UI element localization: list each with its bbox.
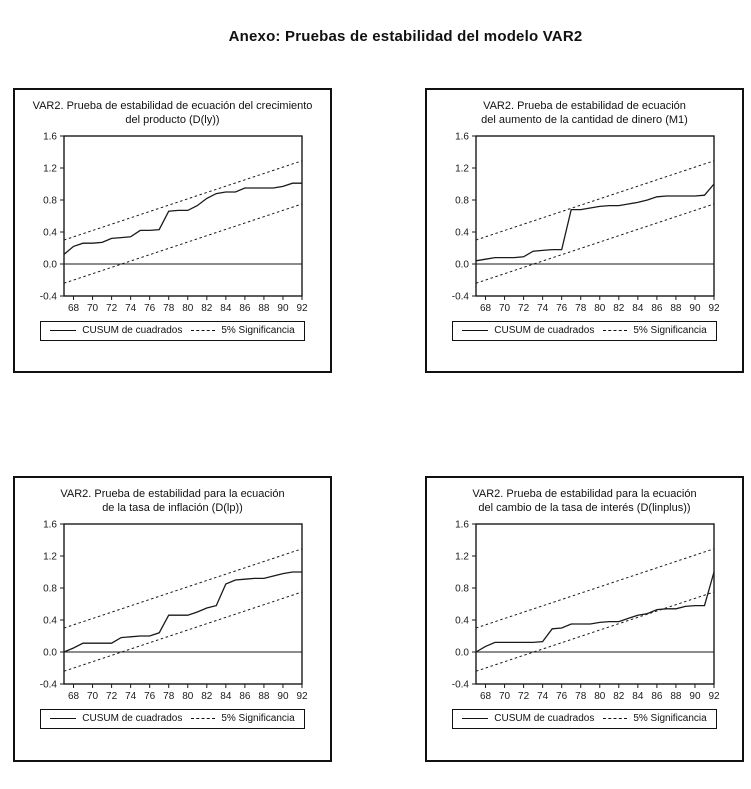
svg-text:0.4: 0.4 — [42, 227, 57, 239]
svg-text:78: 78 — [574, 303, 586, 315]
svg-text:88: 88 — [257, 303, 269, 315]
legend-sig-label: 5% Significancia — [221, 325, 295, 337]
chart-title-line1: VAR2. Prueba de estabilidad para la ecuación — [60, 488, 285, 500]
dashed-line-icon — [603, 330, 627, 331]
svg-text:92: 92 — [295, 691, 308, 703]
legend-box — [40, 321, 304, 341]
svg-text:90: 90 — [276, 691, 289, 703]
svg-text:92: 92 — [707, 303, 720, 315]
svg-text:92: 92 — [707, 691, 720, 703]
svg-text:1.2: 1.2 — [454, 163, 469, 175]
svg-text:76: 76 — [555, 691, 567, 703]
chart-title — [15, 99, 330, 127]
svg-text:90: 90 — [276, 303, 289, 315]
svg-text:76: 76 — [143, 303, 155, 315]
page-title: Anexo: Pruebas de estabilidad del modelo VAR2 — [228, 28, 583, 45]
svg-text:88: 88 — [257, 691, 269, 703]
svg-text:1.2: 1.2 — [42, 163, 57, 175]
chart-plot — [18, 130, 328, 316]
legend-cusum-label: CUSUM de cuadrados — [82, 713, 183, 725]
svg-text:80: 80 — [181, 691, 193, 703]
svg-text:86: 86 — [650, 303, 662, 315]
svg-text:70: 70 — [498, 691, 510, 703]
legend-cusum-label: CUSUM de cuadrados — [494, 713, 595, 725]
svg-text:-0.4: -0.4 — [39, 291, 57, 303]
chart-card-dly — [13, 88, 332, 373]
svg-text:0.0: 0.0 — [42, 259, 57, 271]
svg-text:0.4: 0.4 — [42, 615, 57, 627]
svg-text:1.2: 1.2 — [454, 551, 469, 563]
svg-text:84: 84 — [631, 691, 643, 703]
dashed-line-icon — [191, 718, 215, 719]
svg-text:74: 74 — [124, 303, 136, 315]
svg-text:68: 68 — [479, 303, 491, 315]
svg-text:72: 72 — [105, 691, 117, 703]
chart-title — [427, 99, 742, 127]
svg-text:72: 72 — [517, 303, 529, 315]
chart-title-line2: de la tasa de inflación (D(lp)) — [102, 502, 243, 515]
svg-text:74: 74 — [124, 691, 136, 703]
svg-text:86: 86 — [238, 691, 250, 703]
svg-text:0.8: 0.8 — [454, 583, 469, 595]
svg-text:-0.4: -0.4 — [39, 679, 57, 691]
svg-text:82: 82 — [612, 303, 624, 315]
dashed-line-icon — [191, 330, 215, 331]
chart-card-m1 — [425, 88, 744, 373]
svg-text:1.6: 1.6 — [42, 519, 57, 531]
chart-title-line1: VAR2. Prueba de estabilidad de ecuación — [483, 100, 686, 112]
chart-plot — [430, 130, 740, 316]
svg-text:0.8: 0.8 — [42, 583, 57, 595]
svg-text:74: 74 — [536, 303, 548, 315]
svg-text:1.6: 1.6 — [454, 519, 469, 531]
dashed-line-icon — [603, 718, 627, 719]
legend-box — [452, 709, 716, 729]
svg-text:92: 92 — [295, 303, 308, 315]
chart-title-line2: del aumento de la cantidad de dinero (M1) — [481, 114, 688, 127]
chart-card-dlp — [13, 476, 332, 762]
svg-text:86: 86 — [238, 303, 250, 315]
svg-text:90: 90 — [688, 691, 701, 703]
svg-text:1.6: 1.6 — [42, 131, 57, 143]
solid-line-icon — [50, 330, 76, 331]
chart-title-line1: VAR2. Prueba de estabilidad para la ecuación — [472, 488, 697, 500]
svg-text:76: 76 — [555, 303, 567, 315]
svg-text:70: 70 — [86, 303, 98, 315]
svg-text:82: 82 — [612, 691, 624, 703]
svg-text:84: 84 — [219, 691, 231, 703]
chart-plot — [430, 518, 740, 704]
svg-text:70: 70 — [498, 303, 510, 315]
svg-text:88: 88 — [669, 691, 681, 703]
svg-text:88: 88 — [669, 303, 681, 315]
legend-box — [40, 709, 304, 729]
svg-text:80: 80 — [593, 303, 605, 315]
svg-text:0.4: 0.4 — [454, 227, 469, 239]
chart-title — [15, 487, 330, 515]
svg-text:68: 68 — [67, 691, 79, 703]
svg-text:68: 68 — [479, 691, 491, 703]
svg-text:80: 80 — [181, 303, 193, 315]
svg-text:90: 90 — [688, 303, 701, 315]
chart-title-line1: VAR2. Prueba de estabilidad de ecuación del crecimiento — [32, 100, 313, 112]
svg-text:0.0: 0.0 — [454, 259, 469, 271]
chart-plot — [18, 518, 328, 704]
chart-title-line2: del producto (D(ly)) — [125, 114, 220, 127]
svg-text:0.0: 0.0 — [454, 647, 469, 659]
solid-line-icon — [50, 718, 76, 719]
svg-text:70: 70 — [86, 691, 98, 703]
svg-text:68: 68 — [67, 303, 79, 315]
chart-card-dlinplus — [425, 476, 744, 762]
svg-text:0.0: 0.0 — [42, 647, 57, 659]
svg-text:0.8: 0.8 — [454, 195, 469, 207]
legend-sig-label: 5% Significancia — [221, 713, 295, 725]
svg-text:0.8: 0.8 — [42, 195, 57, 207]
svg-text:72: 72 — [517, 691, 529, 703]
svg-text:76: 76 — [143, 691, 155, 703]
svg-text:0.4: 0.4 — [454, 615, 469, 627]
svg-text:74: 74 — [536, 691, 548, 703]
svg-text:-0.4: -0.4 — [451, 291, 469, 303]
svg-text:78: 78 — [574, 691, 586, 703]
svg-text:-0.4: -0.4 — [451, 679, 469, 691]
legend-sig-label: 5% Significancia — [633, 713, 707, 725]
svg-text:78: 78 — [162, 303, 174, 315]
solid-line-icon — [462, 330, 488, 331]
svg-text:84: 84 — [219, 303, 231, 315]
chart-title — [427, 487, 742, 515]
legend-cusum-label: CUSUM de cuadrados — [494, 325, 595, 337]
chart-title-line2: del cambio de la tasa de interés (D(linplus)) — [478, 502, 691, 515]
svg-text:86: 86 — [650, 691, 662, 703]
solid-line-icon — [462, 718, 488, 719]
svg-text:72: 72 — [105, 303, 117, 315]
svg-text:82: 82 — [200, 691, 212, 703]
legend-sig-label: 5% Significancia — [633, 325, 707, 337]
svg-text:80: 80 — [593, 691, 605, 703]
svg-text:78: 78 — [162, 691, 174, 703]
svg-text:84: 84 — [631, 303, 643, 315]
svg-text:1.6: 1.6 — [454, 131, 469, 143]
svg-text:82: 82 — [200, 303, 212, 315]
legend-cusum-label: CUSUM de cuadrados — [82, 325, 183, 337]
legend-box — [452, 321, 716, 341]
svg-text:1.2: 1.2 — [42, 551, 57, 563]
